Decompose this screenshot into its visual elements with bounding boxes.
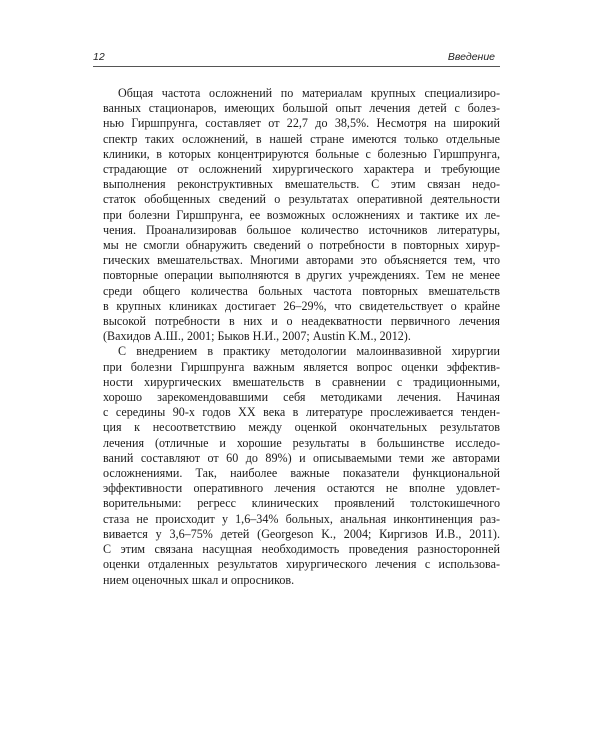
- text-line: Общая частота осложнений по материалам крупных специализиро-: [118, 86, 500, 100]
- text-line: при болезни Гиршпрунга, ее возможных осложнениях и тактике их ле-: [103, 207, 500, 222]
- text-line: мы не смогли обнаружить сведений о потребности в повторных хирур-: [103, 238, 500, 253]
- text-line: высокой потребности в них и о неадекватности первичного лечения: [103, 314, 500, 329]
- text-line: спектр таких осложнений, в нашей стране имеются только отдельные: [103, 131, 500, 146]
- text-line: вивается у 3,6–75% детей (Georgeson K., 2004; Киргизов И.В., 2011).: [103, 526, 500, 541]
- text-line: ция к несоответствию между оценкой окончательных результатов: [103, 420, 500, 435]
- header-rule: [93, 66, 500, 67]
- text-line: ваний составляют от 60 до 89%) и описываемыми теми же авторами: [103, 450, 500, 465]
- text-line: С этим связана насущная необходимость проведения разносторонней: [103, 542, 500, 557]
- text-line: страдающие от осложнений хирургического характера и требующие: [103, 162, 500, 177]
- text-line: оценки отдаленных результатов хирургического лечения с использова-: [103, 557, 500, 572]
- text-line: осложнениями. Так, наиболее важные показатели функциональной: [103, 466, 500, 481]
- text-line: среди общего количества больных частота повторных вмешательств: [103, 283, 500, 298]
- text-line: при болезни Гиршпрунга важным является вопрос оценки эффектив-: [103, 359, 500, 374]
- running-header: [93, 51, 495, 67]
- text-line: хорошо зарекомендовавшими себя методиками лечения. Начиная: [103, 390, 500, 405]
- text-line: ворительными: регресс клинических проявлений толстокишечного: [103, 496, 500, 511]
- text-line: в крупных клиниках достигает 26–29%, что свидетельствует о крайне: [103, 298, 500, 313]
- text-line: эффективности оперативного лечения остаются не вполне удовлет-: [103, 481, 500, 496]
- text-line: повторные операции выполняются в других учреждениях. Тем не менее: [103, 268, 500, 283]
- text-line: ности хирургических вмешательств в сравнении с традиционными,: [103, 374, 500, 389]
- text-line: стаза не происходит у 1,6–34% больных, анальная инконтиненция раз-: [103, 511, 500, 526]
- text-line: статок обобщенных сведений о результатах оперативной деятельности: [103, 192, 500, 207]
- paragraph: [103, 344, 500, 587]
- text-line: нием оценочных шкал и опросников.: [103, 572, 295, 587]
- text-line: клиники, в которых концентрируются больные с болезнью Гиршпрунга,: [103, 146, 500, 161]
- text-line: выполнения реконструктивных вмешательств. С этим связан недо-: [103, 177, 500, 192]
- text-line: гических вмешательствах. Многими авторами это объясняется тем, что: [103, 253, 500, 268]
- text-line: ванных стационаров, имеющих большой опыт лечения детей с болез-: [103, 101, 500, 116]
- text-line: нью Гиршпрунга, составляет от 22,7 до 38,5%. Несмотря на широкий: [103, 116, 500, 131]
- page-number: 12: [93, 51, 105, 63]
- text-line: чения. Проанализировав большое количество источников литературы,: [103, 222, 500, 237]
- text-line: С внедрением в практику методологии малоинвазивной хирургии: [118, 344, 500, 359]
- text-line: (Вахидов А.Ш., 2001; Быков Н.И., 2007; Austin K.M., 2012).: [103, 329, 411, 344]
- section-title: Введение: [447, 51, 495, 63]
- body-text: [103, 86, 500, 588]
- paragraph: [103, 86, 500, 344]
- text-line: с середины 90-х годов XX века в литературе прослеживается тенден-: [103, 405, 500, 420]
- text-line: лечения (отличные и хорошие результаты в большинстве исследо-: [103, 435, 500, 450]
